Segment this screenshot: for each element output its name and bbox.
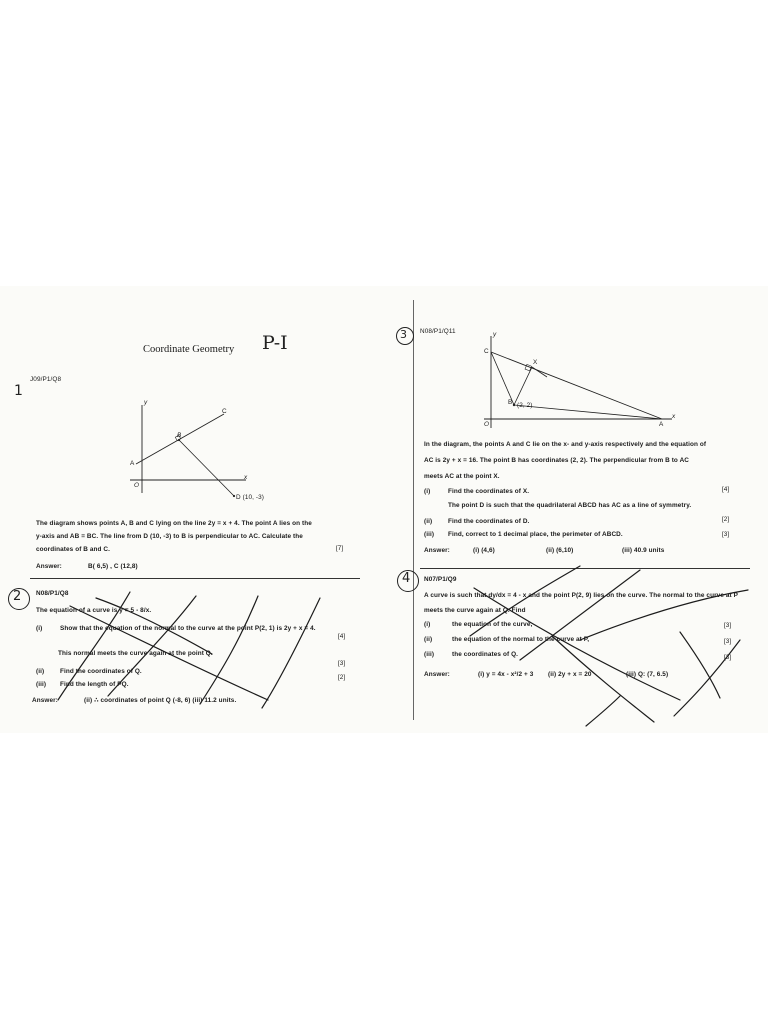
q4-part-text: the coordinates of Q. <box>452 651 519 658</box>
q3-part-text: The point D is such that the quadrilateral ABCD has AC as a line of symmetry. <box>448 502 692 509</box>
q3-part-num: (ii) <box>424 518 433 525</box>
q2-part-num: (ii) <box>36 668 45 675</box>
q1-label-d: D (10, -3) <box>236 494 264 501</box>
q2-intro: The equation of a curve is y = 5 - 8/x. <box>36 607 152 614</box>
handwritten-paper-tag: P-I <box>262 332 288 354</box>
page-title: Coordinate Geometry <box>143 344 235 355</box>
question-code: J09/P1/Q8 <box>30 376 62 383</box>
q4-part-num: (i) <box>424 621 431 628</box>
q2-part-text: Find the length of PQ. <box>60 681 129 688</box>
q2-part-text: This normal meets the curve again at the point Q. <box>58 650 213 657</box>
question-number-3: 3 <box>400 328 407 341</box>
q3-label-origin: O <box>484 421 490 428</box>
q3-answer: (i) (4,6) <box>473 547 495 554</box>
question-code: N07/P1/Q9 <box>424 576 457 583</box>
q4-intro: A curve is such that dy/dx = 4 - x and the point P(2, 9) lies on the curve. The normal to the curve at P <box>424 592 738 599</box>
q4-answer: (iii) Q: (7, 6.5) <box>626 671 669 678</box>
q2-answer: (ii) ∴ coordinates of point Q (-8, 6) (iii) 11.2 units. <box>84 697 237 704</box>
q3-answer: (ii) (6,10) <box>546 547 574 554</box>
q2-mark: [3] <box>338 660 346 667</box>
q3-text-line: meets AC at the point X. <box>424 473 500 480</box>
q1-y-axis-label: y <box>144 399 148 406</box>
q4-answer: (ii) 2y + x = 20 <box>548 671 592 678</box>
question-code: N08/P1/Q8 <box>36 590 69 597</box>
q4-part-num: (iii) <box>424 651 435 658</box>
q1-label-origin: O <box>134 482 140 489</box>
q3-part-text: Find the coordinates of D. <box>448 518 530 525</box>
q3-label-x: X <box>533 359 538 366</box>
q1-mark: [7] <box>336 545 344 552</box>
q1-label-b: B <box>177 432 182 439</box>
question-code: N08/P1/Q11 <box>420 328 456 335</box>
q3-label-c: C <box>484 348 489 355</box>
q4-part-num: (ii) <box>424 636 433 643</box>
q2-part-text: Find the coordinates of Q. <box>60 668 142 675</box>
q1-x-axis-label: x <box>244 474 248 481</box>
q1-text-line: The diagram shows points A, B and C lying on the line 2y = x + 4. The point A lies on the <box>36 520 312 527</box>
q3-mark: [3] <box>722 531 730 538</box>
q3-label-b: B <box>508 399 513 406</box>
q4-answer: (i) y = 4x - x²/2 + 3 <box>478 671 534 678</box>
q1-text-line: coordinates of B and C. <box>36 546 111 553</box>
q3-text-line: In the diagram, the points A and C lie on the x- and y-axis respectively and the equation of <box>424 441 707 448</box>
q4-mark: [3] <box>724 622 732 629</box>
q2-part-num: (i) <box>36 625 43 632</box>
q4-part-text: the equation of the normal to the curve at P, <box>452 636 590 643</box>
question-number-4: 4 <box>402 571 411 586</box>
q3-label-b-coords: (2, 2) <box>517 402 533 409</box>
q2-mark: [4] <box>338 633 346 640</box>
q3-part-num: (i) <box>424 488 431 495</box>
q2-part-num: (iii) <box>36 681 47 688</box>
q3-label-a: A <box>659 421 664 428</box>
question-number-1: 1 <box>14 383 23 399</box>
question-number-2: 2 <box>13 589 22 604</box>
q4-intro: meets the curve again at Q. Find <box>424 607 526 614</box>
q3-answer: (iii) 40.9 units <box>622 547 665 554</box>
q1-answer: B( 6,5) , C (12,8) <box>88 563 138 570</box>
q3-answer-label: Answer: <box>424 547 450 554</box>
q3-y-axis-label: y <box>493 331 497 338</box>
q1-answer-label: Answer: <box>36 563 62 570</box>
q4-part-text: the equation of the curve, <box>452 621 533 628</box>
q1-label-c: C <box>222 408 227 415</box>
q2-part-text: Show that the equation of the normal to the curve at the point P(2, 1) is 2y + x = 4. <box>60 625 316 632</box>
q4-answer-label: Answer: <box>424 671 450 678</box>
q2-mark: [2] <box>338 674 346 681</box>
q3-part-text: Find the coordinates of X. <box>448 488 530 495</box>
q3-part-num: (iii) <box>424 531 435 538</box>
q4-mark: [3] <box>724 638 732 645</box>
q4-mark: [3] <box>724 654 732 661</box>
q3-mark: [4] <box>722 486 730 493</box>
q3-text-line: AC is 2y + x = 16. The point B has coordinates (2, 2). The perpendicular from B to AC <box>424 457 690 464</box>
q3-x-axis-label: x <box>672 413 676 420</box>
q3-mark: [2] <box>722 516 730 523</box>
q1-text-line: y-axis and AB = BC. The line from D (10, -3) to B is perpendicular to AC. Calculate the <box>36 533 303 540</box>
q1-label-a: A <box>130 460 135 467</box>
q2-answer-label: Answer: <box>32 697 58 704</box>
q3-part-text: Find, correct to 1 decimal place, the perimeter of ABCD. <box>448 531 623 538</box>
